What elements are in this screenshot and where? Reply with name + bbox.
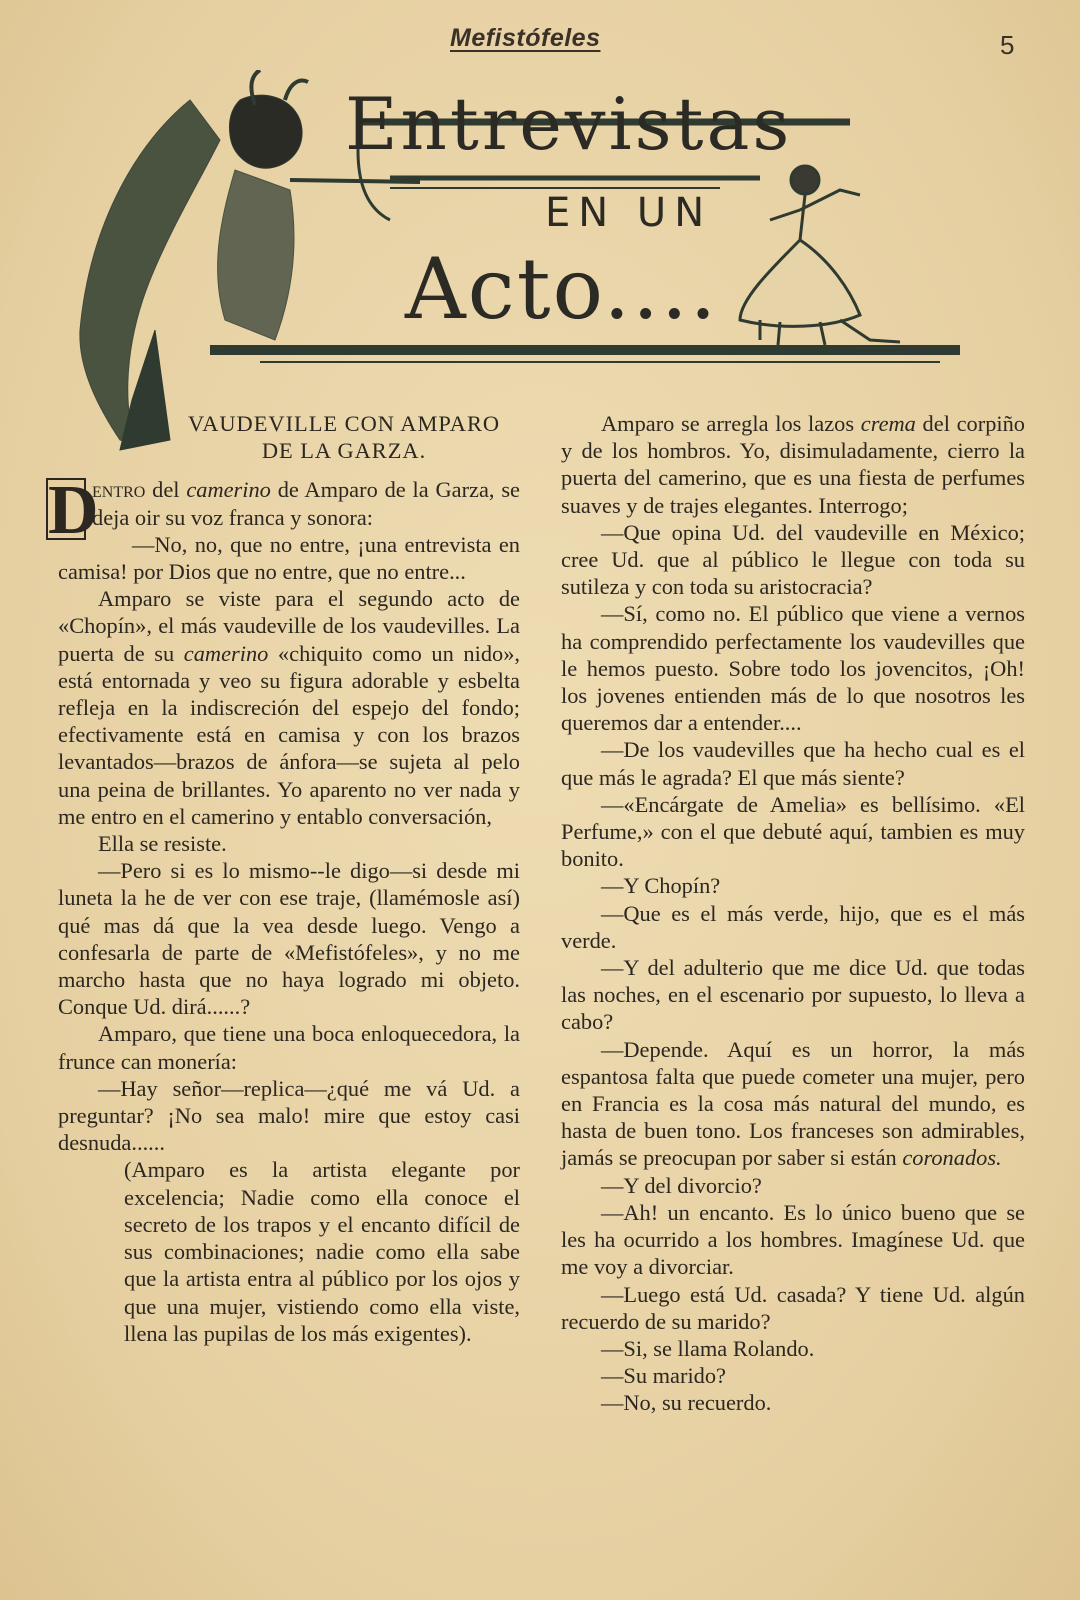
paragraph: —Y del divorcio? (601, 1172, 762, 1198)
paragraph: —Que es el más verde, hijo, que es el más verde. (561, 900, 1025, 953)
paragraph: —Hay señor—replica—¿qué me vá Ud. a preguntar? ¡No sea malo! mire que estoy casi desnuda...... (58, 1075, 520, 1156)
paragraph: —Luego está Ud. casada? Y tiene Ud. algún recuerdo de su marido? (561, 1281, 1025, 1334)
drop-cap: D (48, 472, 99, 550)
text: del (145, 477, 187, 503)
emphasis: crema (860, 411, 916, 436)
title-line-3: Acto.... (405, 240, 719, 338)
paragraph: —Y Chopín? (601, 873, 721, 899)
paragraph: —De los vaudevilles que ha hecho cual es el que más le agrada? El que más siente? (561, 737, 1025, 790)
masthead (0, 20, 1080, 60)
paragraph (58, 585, 520, 830)
emphasis: camerino (183, 640, 269, 666)
paragraph (561, 1036, 1025, 1172)
paragraph: Amparo, que tiene una boca enloquecedora, la frunce can monería: (58, 1021, 520, 1074)
subhead-line-2: DE LA GARZA. (261, 438, 427, 464)
paragraph: —Y del adulterio que me dice Ud. que todas las noches, en el escenario por supuesto, lo lleva a cabo? (561, 955, 1025, 1035)
emphasis: coronados. (902, 1145, 1002, 1171)
text: «chiquito como un nido», está entornada y veo su figura adorable y esbelta refleja en la indiscreción del espejo del fondo; efectivamente está en camisa y con los brazos levantados—brazos de ánfora—se sujeta al pelo una peina de brillantes. Yo aparento no ver nada y me entro en el camerino y entablo conversación, (58, 640, 521, 829)
emphasis: camerino (186, 477, 271, 503)
paragraph: —«Encárgate de Amelia» es bellísimo. «El Perfume,» con el que debuté aquí, tambien es muy bonito. (561, 791, 1025, 872)
paragraph: —Sí, como no. El público que viene a vernos ha comprendido perfectamente los vaudevilles que le hemos puesto. Sobre todo los jovencitos, ¡Oh! los jovenes entienden más de lo que nosotros les queremos dar a entender.... (561, 601, 1025, 736)
paragraph: —Su marido? (601, 1363, 726, 1389)
text: del corpiño y de los hombros. Yo, disimuladamente, cierro la puerta del camerino, que es una fiesta de perfumes suaves y de trajes elegantes. Interrogo; (561, 411, 1025, 518)
text: de Amparo de la Garza, se deja oir su voz franca y sonora: (92, 477, 520, 530)
right-column (561, 410, 1025, 1417)
subhead (58, 410, 520, 464)
page-number: 5 (1000, 30, 1015, 60)
paragraph (561, 410, 1025, 519)
aside-paragraph: (Amparo es la artista elegante por excelencia; Nadie como ella conoce el secreto de los trapos y el encanto difícil de sus combinaciones; nadie como ella sabe que la artista entra al público por los ojos y que una mujer, vistiendo como ella viste, llena las pupilas de los más exigentes). (124, 1157, 520, 1346)
title-line-1: Entrevistas (345, 82, 793, 166)
paragraph: —Si, se llama Rolando. (601, 1335, 815, 1361)
smallcaps-word: entro (92, 477, 146, 503)
paragraph: —No, no, que no entre, ¡una entrevista en camisa! por Dios que no entre, que no entre... (58, 531, 520, 585)
paragraph: Ella se resiste. (98, 831, 227, 857)
text: Amparo se viste para el segundo acto de «Chopín», el más vaudeville de los vaudevilles. La puerta de su (58, 586, 520, 666)
paragraph: —Ah! un encanto. Es lo único bueno que se les ha ocurrido a los hombres. Imagínese Ud. que me voy a divorciar. (561, 1199, 1025, 1280)
journal-name: Mefistófeles (450, 24, 601, 52)
subhead-line-1: VAUDEVILLE CON AMPARO (187, 411, 501, 436)
paragraph (48, 472, 520, 550)
dancer-figure-icon (740, 166, 900, 345)
title-line-2: EN UN (545, 190, 713, 236)
paragraph: —Que opina Ud. del vaudeville en México; cree Ud. que al público le llegue con toda su sutileza y con toda su aristocracia? (561, 519, 1025, 600)
left-column (48, 410, 521, 1347)
paragraph: —Pero si es lo mismo--le digo—si desde mi luneta la he de ver con ese traje, (llamémosle así) qué mas dá que la vea desde luego. Vengo a confesarla de parte de «Mefistófeles», y no me marcho hasta que no haya logrado mi objeto. Conque Ud. dirá......? (58, 858, 520, 1020)
paragraph: —No, su recuerdo. (601, 1390, 772, 1416)
text: Amparo se arregla los lazos (601, 411, 861, 436)
text: —Depende. Aquí es un horror, la más espantosa falta que puede cometer una mujer, pero en Francia es la cosa más natural del mundo, es hasta de buen tono. Los franceses son admirables, jamás se preocupan por saber si están (561, 1036, 1025, 1171)
